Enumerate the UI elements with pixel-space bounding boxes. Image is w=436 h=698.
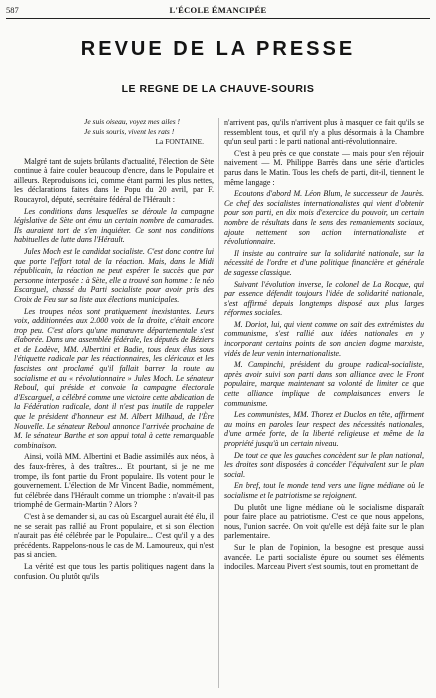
paragraph: n'arrivent pas, qu'ils n'arrivent plus à masquer ce fait qu'ils se ressemblent tous, et qu'il n'y a plus désormais à la Chambre qu'un seul parti : le parti national anti-révolutionnaire. (224, 118, 424, 147)
paragraph: Sur le plan de l'opinion, la besogne est presque aussi avancée. Le parti socialiste épure ou soumet ses éléments indociles. Marceau Pivert s'est soumis, tout en promettant de (224, 542, 424, 572)
right-column (224, 118, 424, 574)
quoted-paragraph: M. Doriot, lui, qui vient comme on sait des extrémistes du communisme, s'est rallié aux idées nationales en y incorporant certains points de son ancien dogme marxiste, vidés de leur venin internationaliste. (224, 319, 424, 358)
paragraph: Du plutôt une ligne médiane où le socialisme disparaît pour faire place au patriotisme. C'est ce que nous appelons, nous, l'union sacrée. On voit qu'elle est déjà faite sur le plan parlementaire. (224, 502, 424, 541)
paragraph: C'est à peu près ce que constate — mais pour s'en réjouir naivement — M. Philippe Barrès dans une série d'articles parus dans le Matin. Tous les chefs de parti, dit-il, tiennent le même langage : (224, 148, 424, 187)
section-title: REVUE DE LA PRESSE (80, 38, 356, 60)
page-header (6, 4, 430, 16)
left-column (14, 118, 214, 583)
epigraph-author: La FONTAINE. (155, 137, 204, 146)
quoted-paragraph: Suivant l'évolution inverse, le colonel de La Rocque, qui par essence défendit toujours l'idée de solidarité nationale, s'est affirmé depuis longtemps disposé aux plus larges réformes sociales. (224, 279, 424, 318)
paragraph: C'est à se demander si, au cas où Escarguel aurait été élu, il ne se serait pas rallié au Front populaire, et si son élection n'aurait pas été célébrée par le Populaire... C'est qu'il y a des précédents. Rappelons-nous le cas de M. Lamoureux, qui n'est pas si ancien. (14, 511, 214, 560)
page-number: 587 (6, 5, 19, 15)
epigraph-line-1: Je suis oiseau, voyez mes ailes ! (84, 117, 181, 126)
paragraph: Malgré tant de sujets brûlants d'actualité, l'élection de Sète continue à faire couler beaucoup d'encre, dans le Populaire et ailleurs. Reproduisons ici, comme étant parmi les plus nettes, les déclarations faites dans le Popu du 20 avril, par F. Roucayrol, député, secrétaire fédéral de l'Hérault : (14, 156, 214, 204)
quoted-paragraph: M. Campinchi, président du groupe radical-socialiste, après avoir suivi son parti dans son alliance avec le Front populaire, marque maintenant sa volonté de limiter ce que cette alliance implique de complaisances envers le communisme. (224, 360, 424, 408)
paragraph: Ainsi, voilà MM. Albertini et Badie assimilés aux néos, à des faux-frères, à des traîtres... Et pourtant, si je ne me trompe, ils font partie du Front populaire. Ils votent pour le gouvernement. L'élection de Mr Vincent Badie, nommément, fut célébrée dans l'Hérault comme un triomphe : n'avait-il pas triomphé de Germain-Martin ? Alors ? (14, 452, 214, 510)
quoted-paragraph: En bref, tout le monde tend vers une ligne médiane où le socialisme et le patriotisme se rejoignent. (224, 481, 424, 500)
column-divider (218, 118, 219, 688)
quoted-paragraph: Les communistes, MM. Thorez et Duclos en tête, affirment au moins en paroles leur respect des nécessités nationales, d'une armée forte, de la liberté religieuse et même de la propriété jusqu'à un certain niveau. (224, 410, 424, 448)
journal-title: L'ÉCOLE ÉMANCIPÉE (169, 5, 267, 15)
quoted-paragraph: Les troupes néos sont pratiquement inexistantes. Leurs voix, additionnées aux 2.000 voix de la droite, c'était encore trop peu. C'est alors qu'une manœuvre départementale s'est élaborée. Dans une assemblée fédérale, les députés de Béziers et de Lodève, MM. Albertini et Badie, tous deux élus sous l'étiquette radicale par les réactionnaires, les cléricaux et les fascistes ont proclamé qu'il fallait barrer la route au socialisme et au « révolutionnaire » Jules Moch. Le sénateur Reboul, qui préside et convoie la campagne électorale d'Escarguel, a célébré comme une victoire cette abdication de la Fédération radicale, dont il n'est pas inutile de rappeler que le président d'honneur est M. Albert Milhaud, de l'Ère Nouvelle. Le sénateur Reboul annonce l'arrivée prochaine de M. le sénateur Barthe et son appui total à cette remarquable combinaison. (14, 306, 214, 450)
quoted-paragraph: Jules Moch est le candidat socialiste. C'est donc contre lui que porte l'effort total de la réaction. Mais, dans le Midi républicain, la réaction ne peut espérer le succès que par personne interposée : à Sète, elle a trouvé son homme : le néo Escarguel, chassé du Parti socialiste pour avoir pris des Croix de Feu sur sa liste aux élections municipales. (14, 246, 214, 304)
quoted-paragraph: De tout ce que les gauches concèdent sur le plan national, les droites sont disposées à concéder l'équivalent sur le plan social. (224, 450, 424, 479)
quoted-paragraph: Les conditions dans lesquelles se déroule la campagne législative de Sète ont ému un certain nombre de camarades. Ils auraient tort de s'en inquiéter. Ce sont nos conditions habituelles de lutte dans l'Hérault. (14, 206, 214, 245)
paragraph: La vérité est que tous les partis politiques nagent dans la confusion. Ou plutôt qu'ils (14, 561, 214, 581)
header-rule (6, 18, 430, 19)
quoted-paragraph: Ecoutons d'abord M. Léon Blum, le successeur de Jaurès. Ce chef des socialistes internationalistes qui vient d'obtenir pour son parti, en dix mois d'exercice du pouvoir, un certain nombre de résultats dans le sens des remaniements sociaux, ajoute nettement son action internationaliste et révolutionnaire. (224, 189, 424, 247)
article-title: LE REGNE DE LA CHAUVE-SOURIS (121, 83, 315, 95)
epigraph-line-2: Je suis souris, vivent les rats ! (84, 126, 175, 136)
quoted-paragraph: Il insiste au contraire sur la solidarité nationale, sur la nécessité de l'ordre et d'une politique financière et générale de sagesse classique. (224, 248, 424, 277)
